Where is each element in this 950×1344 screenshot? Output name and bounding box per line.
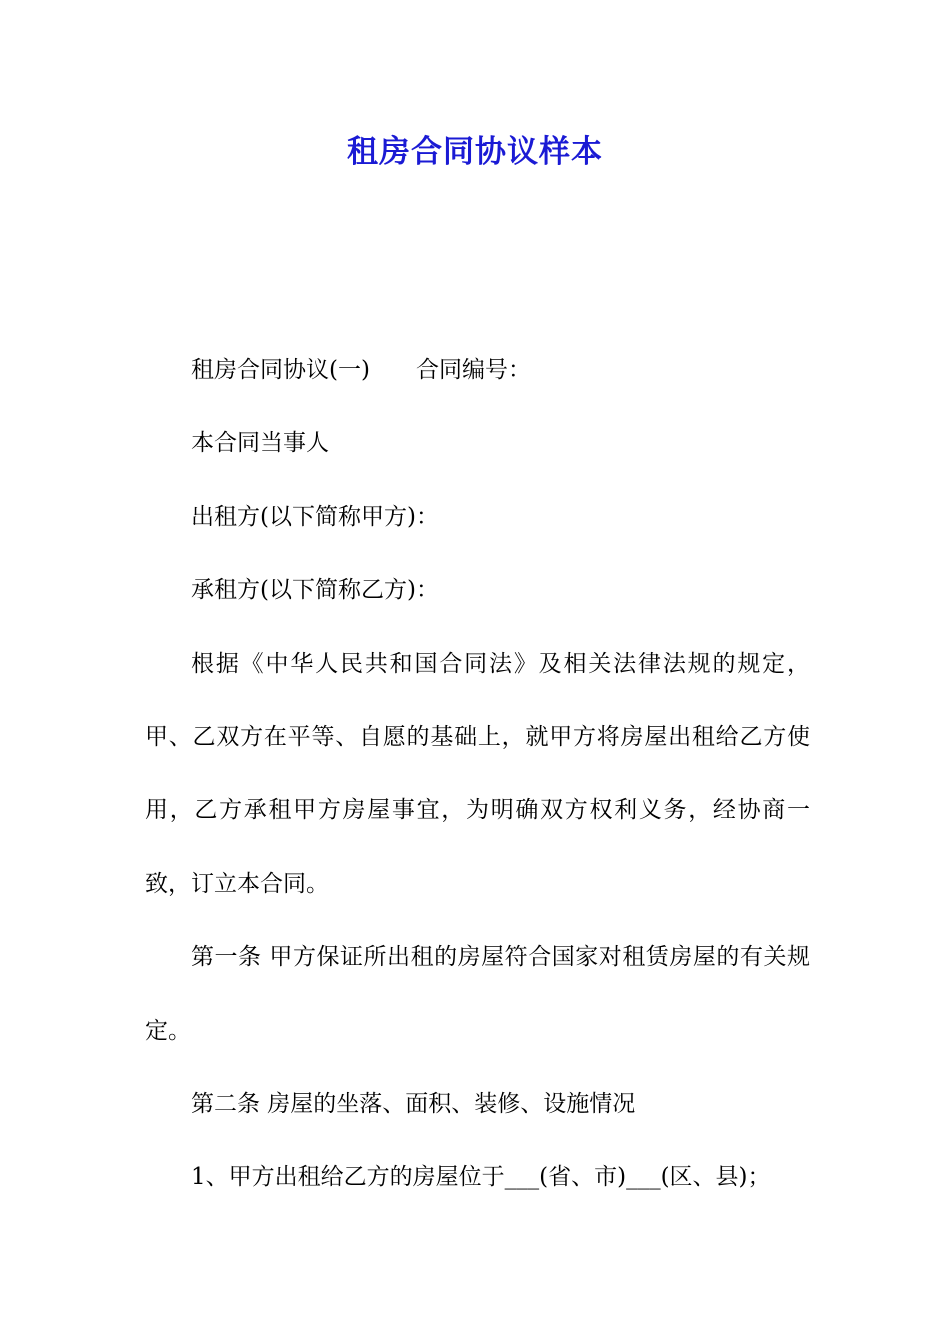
parties-intro: 本合同当事人 <box>191 430 329 457</box>
contract-number-label: 合同编号： <box>415 357 531 383</box>
preamble-paragraph: 根据《中华人民共和国合同法》及相关法律法规的规定，甲、乙双方在平等、自愿的基础上，就甲方将房屋出租给乙方使用，乙方承租甲方房屋事宜，为明确双方权利义务，经协商一致，订立本合同。 <box>145 650 810 897</box>
lessee-line: 承租方(以下简称乙方)： <box>191 577 439 604</box>
contract-header-line <box>145 334 810 407</box>
document-body <box>145 334 810 1215</box>
contract-name: 租房合同协议(一) <box>191 357 370 383</box>
lessor-line: 出租方(以下简称甲方)： <box>191 503 439 530</box>
document-title: 租房合同协议样本 <box>347 134 603 170</box>
article-1-paragraph: 第一条 甲方保证所出租的房屋符合国家对租赁房屋的有关规定。 <box>145 944 810 1044</box>
article-2-item-1: 1、甲方出租给乙方的房屋位于___(省、市)___(区、县)； <box>191 1164 771 1191</box>
article-2-heading: 第二条 房屋的坐落、面积、装修、设施情况 <box>191 1091 636 1118</box>
